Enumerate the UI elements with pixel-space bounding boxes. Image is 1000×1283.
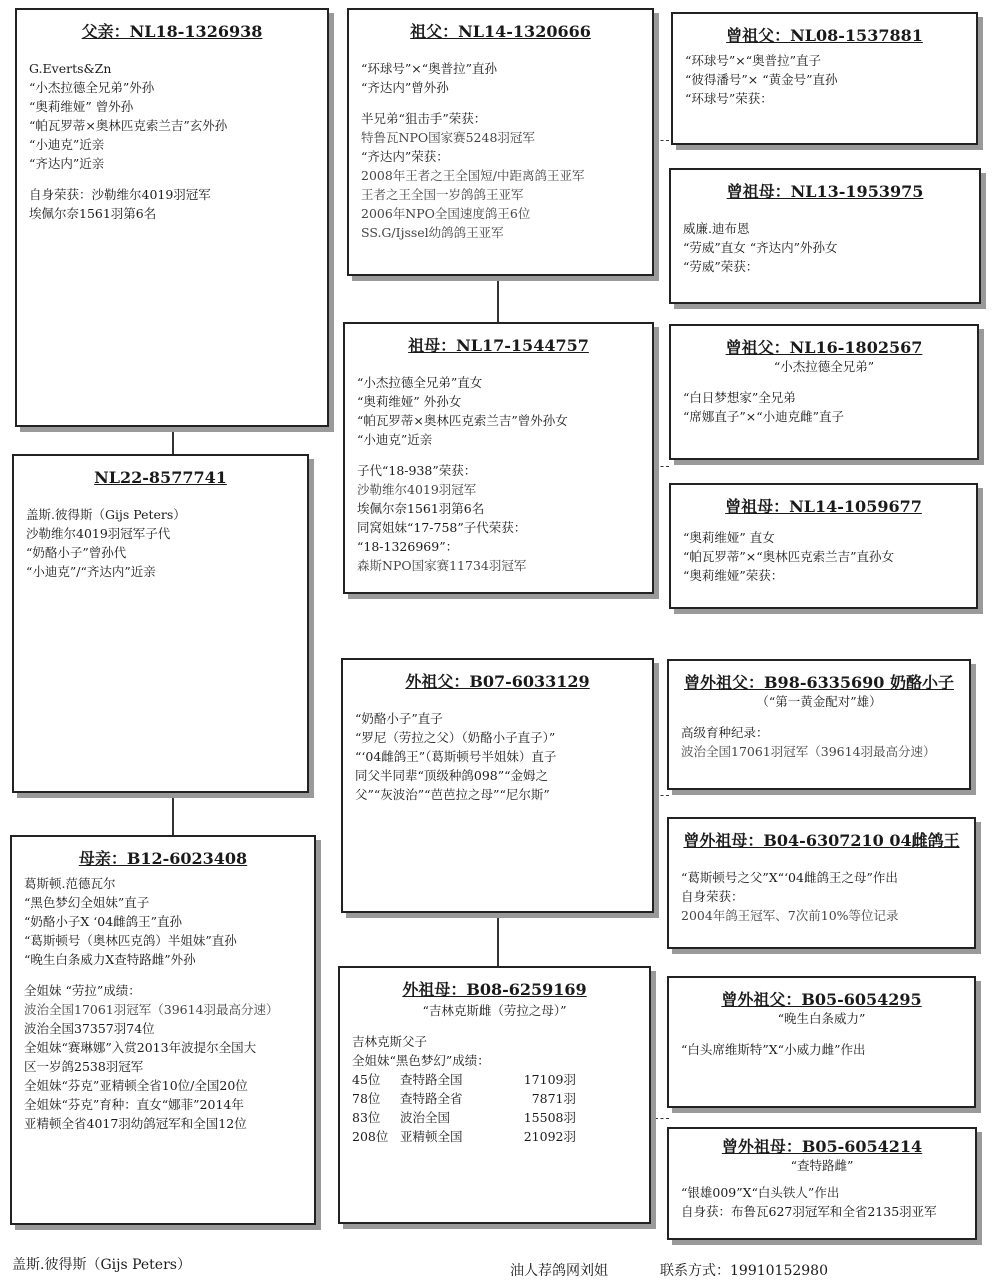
connector-subject-mother [172, 793, 174, 835]
pgm-honor: 沙勒维尔4019羽冠军 [357, 482, 477, 497]
ggm1-line: “劳威”直女 “齐达内”外孙女 [683, 240, 838, 255]
pgf-line: “环球号”×“奥普拉”直孙 [361, 61, 498, 76]
ggm1-card [669, 168, 981, 304]
ggf3-line: 高级育种纪录： [681, 725, 769, 740]
result-count: 7871羽 [531, 1091, 576, 1106]
pgf-honor: 王者之王全国一岁鸽鸽王亚军 [361, 187, 524, 202]
pgf-honor: 特鲁瓦NPO国家赛5248羽冠军 [361, 130, 535, 145]
ggm1-line: 威廉.迪布恩 [683, 221, 750, 236]
ggm3-title: 曾外祖母：B04-6307210 04雌鸽王 [683, 831, 960, 850]
result-count: 15508羽 [523, 1110, 576, 1125]
subject-ring-number: NL22-8577741 [94, 468, 227, 487]
mgf-line: 同父半同辈“顶级种鸽098”“金姆之 [355, 768, 549, 783]
ggf2-line: “席娜直子”×“小迪克雌”直子 [683, 409, 845, 424]
ggm1-line: “劳威”荣获： [683, 259, 759, 274]
ggm2-line: “奥莉维娅”荣获： [683, 568, 784, 583]
pgm-line: “小杰拉德全兄弟”直女 [357, 375, 483, 390]
result-race: 查特路全国 [400, 1072, 463, 1087]
mother-honor: 区一岁鸽2538羽冠军 [24, 1059, 144, 1074]
result-rank: 45位 [352, 1072, 381, 1087]
mgf-line: “奶酪小子”直子 [355, 711, 443, 726]
ggm4-line: 自身获：布鲁瓦627羽冠军和全省2135羽亚军 [681, 1204, 937, 1219]
ggm3-line: 2004年鸽王冠军、7次前10%等位记录 [681, 908, 899, 923]
mother-honor: 全姐妹“赛琳娜”入赏2013年波提尔全国大 [24, 1040, 257, 1055]
ggf1-line: “环球号”荣获： [685, 91, 773, 106]
mgm-subtitle: “吉林克斯雌（劳拉之母）” [422, 1003, 567, 1018]
connector-ggf4-ggm4 [655, 1118, 669, 1119]
connector-mgf-mgm [497, 913, 499, 966]
result-race: 波治全国 [400, 1110, 451, 1125]
ggf1-title: 曾祖父：NL08-1537881 [726, 26, 923, 45]
footer-contact: 联系方式：19910152980 [660, 1263, 828, 1279]
connector-pgf-pgm [497, 276, 499, 322]
mother-honor: 波治全国17061羽冠军（39614羽最高分速） [24, 1002, 279, 1017]
maternal-grandmother-card [338, 966, 651, 1224]
mother-title: 母亲：B12-6023408 [78, 849, 248, 868]
father-honor: 埃佩尔奈1561羽第6名 [29, 206, 157, 221]
maternal-grandfather-title: 外祖父：B07-6033129 [405, 672, 590, 691]
subject-line: “小迪克”/“齐达内”近亲 [26, 564, 156, 579]
pgf-line: “齐达内”曾外孙 [361, 80, 449, 95]
ggm3-line: “葛斯顿号之父”X“‘04雌鸽王之母”作出 [681, 870, 898, 885]
mother-line: “晚生白条威力X查特路雌”外孙 [24, 952, 196, 967]
footer-owner: 盖斯.彼得斯（Gijs Peters） [12, 1257, 191, 1273]
result-rank: 83位 [352, 1110, 381, 1125]
mgf-line: “‘04雌鸽王”（葛斯顿号半姐妹）直子 [355, 749, 557, 764]
connector-ggf1-ggm1 [655, 140, 669, 141]
mgm-line: 全姐妹“黑色梦幻”成绩： [352, 1053, 490, 1068]
ggm2-line: “奥莉维娅” 直女 [683, 530, 775, 545]
paternal-grandfather-card [347, 8, 654, 276]
subject-card [12, 454, 309, 793]
pgf-honor: SS.G/Ijssel幼鸽鸽王亚军 [361, 225, 504, 240]
ggf2-subtitle: “小杰拉德全兄弟” [773, 359, 875, 374]
ggm2-title: 曾祖母：NL14-1059677 [725, 497, 922, 516]
ggm1-title: 曾祖母：NL13-1953975 [726, 182, 924, 201]
subject-line: 沙勒维尔4019羽冠军子代 [26, 526, 171, 541]
pgm-line: “帕瓦罗蒂×奥林匹克索兰吉”曾外孙女 [357, 413, 568, 428]
ggm3-line: 自身荣获： [681, 889, 744, 904]
mother-line: “黑色梦幻全姐妹”直子 [24, 895, 150, 910]
result-rank: 78位 [352, 1091, 381, 1106]
father-line: “奥莉维娅” 曾外孙 [29, 99, 134, 114]
pgm-line: “奥莉维娅” 外孙女 [357, 394, 462, 409]
ggf3-title: 曾外祖父：B98-6335690 奶酪小子 [684, 673, 954, 692]
father-line: “帕瓦罗蒂×奥林匹克索兰吉”玄外孙 [29, 118, 228, 133]
connector-ggf2-ggm2 [655, 466, 669, 467]
ggf2-card [669, 324, 979, 460]
footer-agent: 油人荐鸽网刘姐 [510, 1263, 608, 1279]
ggm2-line: “帕瓦罗蒂”×“奥林匹克索兰吉”直孙女 [683, 549, 895, 564]
ggf4-title: 曾外祖父：B05-6054295 [721, 990, 922, 1009]
mgm-result-row [352, 1108, 637, 1127]
subject-line: 盖斯.彼得斯（Gijs Peters） [26, 507, 186, 522]
mother-line: “奶酪小子X ‘04雌鸽王”直孙 [24, 914, 183, 929]
ggf3-subtitle: （“第一黄金配对”雄） [756, 694, 882, 709]
ggf2-line: “白日梦想家”全兄弟 [683, 390, 796, 405]
ggm3-card [667, 817, 976, 949]
subject-line: “奶酪小子”曾孙代 [26, 545, 127, 560]
mgf-line: “罗尼（劳拉之父）（奶酪小子直子）” [355, 730, 556, 745]
mother-honor: 全姐妹“芬克”育种：直女“娜菲”2014年 [24, 1097, 244, 1112]
ggf1-card [671, 12, 978, 145]
mgm-result-row [352, 1127, 637, 1146]
paternal-grandmother-title: 祖母：NL17-1544757 [408, 336, 589, 355]
connector-father-subject [172, 427, 174, 454]
ggf3-card [667, 659, 971, 790]
father-line: “小杰拉德全兄弟”外孙 [29, 80, 155, 95]
maternal-grandfather-card [341, 658, 654, 913]
mother-honor: 亚精顿全省4017羽幼鸽冠军和全国12位 [24, 1116, 247, 1131]
pgf-honor: 半兄弟“狙击手”荣获： [361, 111, 487, 126]
pgm-honor: “18-1326969”： [357, 539, 459, 554]
father-line: G.Everts&Zn [29, 61, 112, 76]
father-card [15, 8, 329, 427]
ggf4-line: “白头席维斯特”X“小威力雌”作出 [681, 1042, 866, 1057]
ggf4-card [667, 976, 976, 1108]
father-title: 父亲：NL18-1326938 [81, 22, 263, 41]
result-race: 亚精顿全国 [400, 1129, 463, 1144]
mother-line: “葛斯顿号（奥林匹克鸽）半姐妹”直孙 [24, 933, 237, 948]
father-honor: 自身荣获：沙勒维尔4019羽冠军 [29, 187, 211, 202]
ggm4-line: “银雄009”X“白头铁人”作出 [681, 1185, 840, 1200]
result-race: 查特路全省 [400, 1091, 463, 1106]
mgm-result-row [352, 1089, 637, 1108]
mother-card [10, 835, 316, 1225]
result-count: 21092羽 [523, 1129, 576, 1144]
mother-line: 葛斯顿.范德瓦尔 [24, 876, 116, 891]
pgf-honor: “齐达内”荣获： [361, 149, 449, 164]
ggm2-card [669, 483, 978, 609]
mgf-line: 父”“灰波治”“芭芭拉之母”“尼尔斯” [355, 787, 550, 802]
mgm-result-row [352, 1070, 637, 1089]
pgm-honor: 埃佩尔奈1561羽第6名 [357, 501, 485, 516]
maternal-grandmother-title: 外祖母：B08-6259169 [402, 980, 587, 999]
pgf-honor: 2006年NPO全国速度鸽王6位 [361, 206, 531, 221]
pgm-honor: 同窝姐妹“17-758”子代荣获： [357, 520, 527, 535]
ggf1-line: “环球号”×“奥普拉”直子 [685, 53, 822, 68]
mother-honor: 全姐妹“芬克”亚精顿全省10位/全国20位 [24, 1078, 248, 1093]
pgm-honor: 森斯NPO国家赛11734羽冠军 [357, 558, 527, 573]
mother-honor: 波治全国37357羽74位 [24, 1021, 155, 1036]
father-line: “齐达内”近亲 [29, 156, 105, 171]
mother-honor: 全姐妹 “劳拉”成绩： [24, 983, 141, 998]
connector-ggf3-ggm3 [655, 795, 669, 796]
ggm4-title: 曾外祖母：B05-6054214 [721, 1137, 923, 1156]
pgf-honor: 2008年王者之王全国短/中距离鸽王亚军 [361, 168, 585, 183]
ggm4-card [667, 1127, 977, 1240]
ggm4-subtitle: “查特路雌” [790, 1158, 854, 1173]
mgm-line: 吉林克斯父子 [352, 1034, 428, 1049]
result-count: 17109羽 [523, 1072, 576, 1087]
paternal-grandfather-title: 祖父：NL14-1320666 [410, 22, 591, 41]
ggf3-line: 波治全国17061羽冠军（39614羽最高分速） [681, 744, 936, 759]
father-line: “小迪克”近亲 [29, 137, 105, 152]
result-rank: 208位 [352, 1129, 389, 1144]
pgm-honor: 子代“18-938”荣获： [357, 463, 477, 478]
ggf4-subtitle: “晚生白条威力” [777, 1011, 866, 1026]
ggf2-title: 曾祖父：NL16-1802567 [725, 338, 923, 357]
ggf1-line: “彼得潘号”× “黄金号”直孙 [685, 72, 838, 87]
pgm-line: “小迪克”近亲 [357, 432, 433, 447]
paternal-grandmother-card [343, 322, 654, 594]
